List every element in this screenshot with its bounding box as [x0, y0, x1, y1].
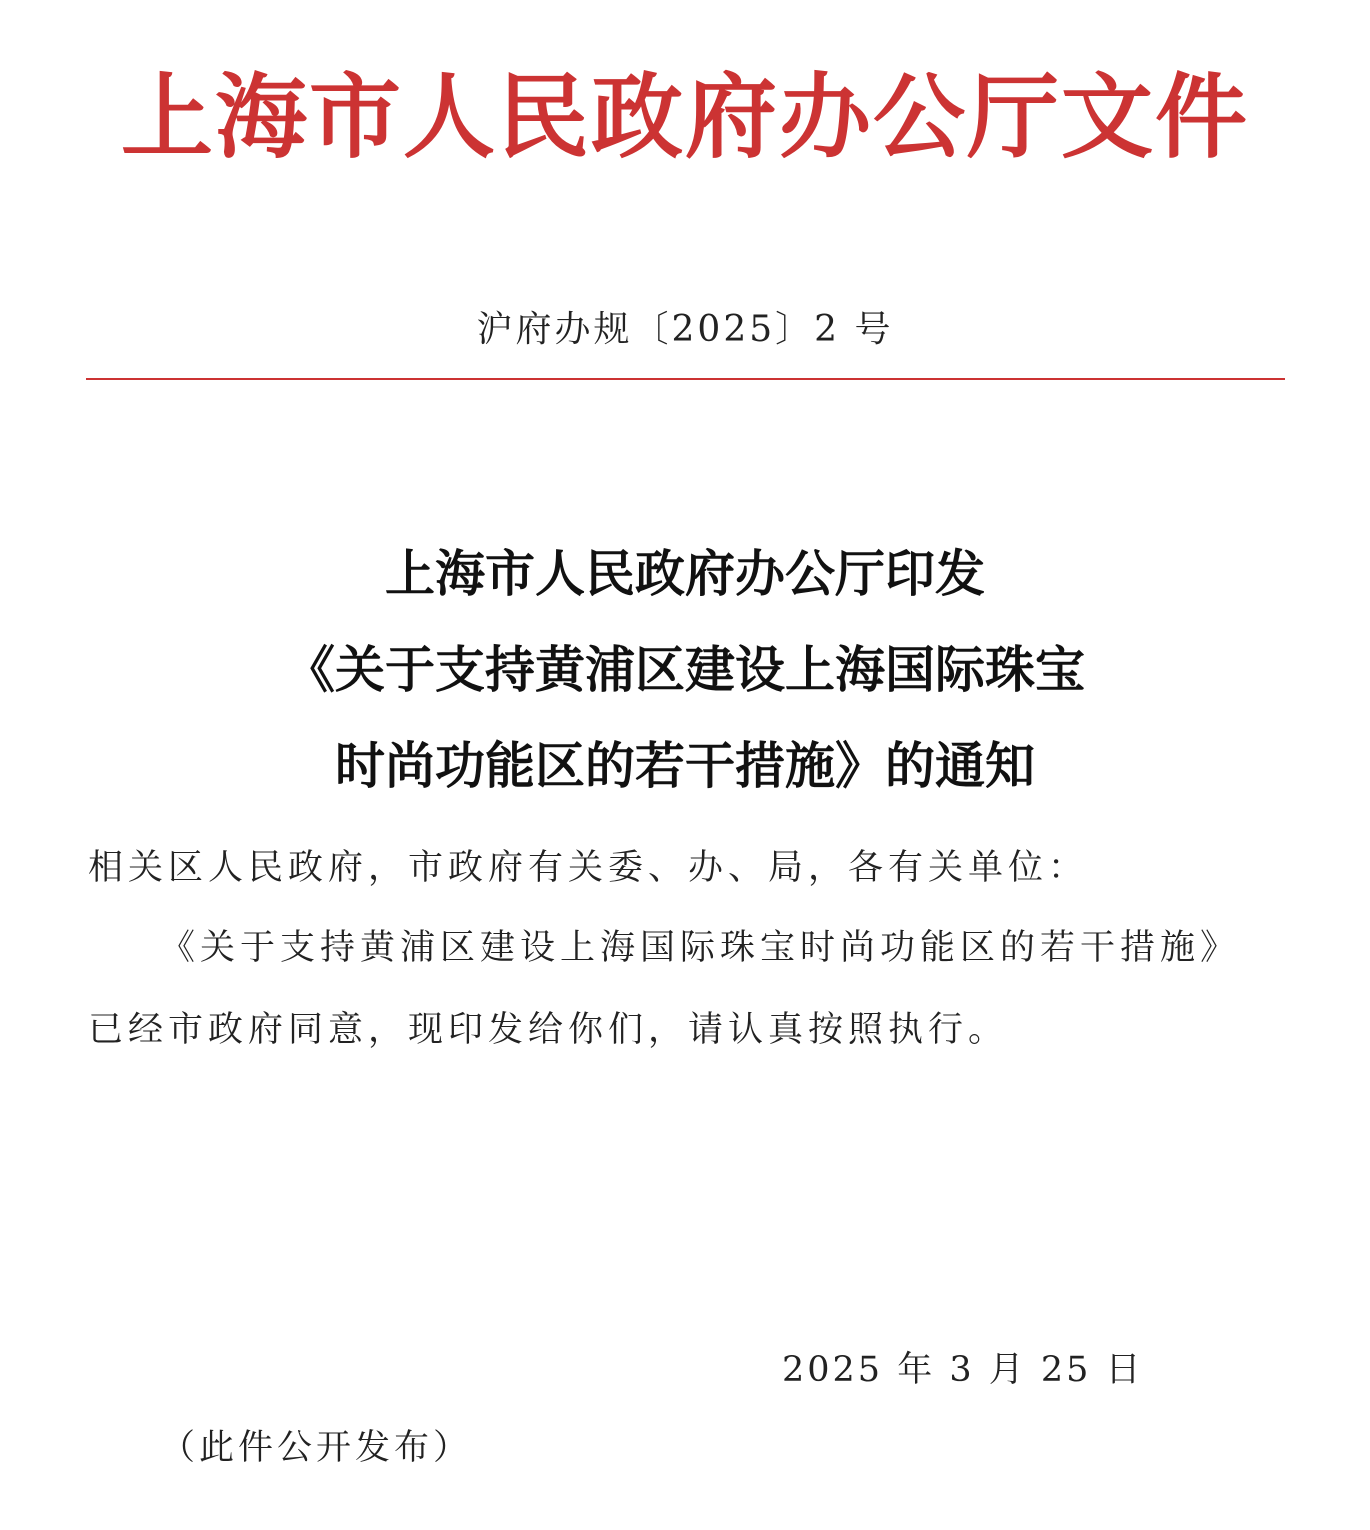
addressee-line: 相关区人民政府，市政府有关委、办、局，各有关单位：: [88, 848, 1089, 888]
title-line-1: 上海市人民政府办公厅印发: [385, 544, 985, 603]
disclosure-note: （此件公开发布）: [160, 1428, 473, 1468]
issue-date: 2025 年 3 月 25 日: [782, 1350, 1144, 1390]
document-masthead: 上海市人民政府办公厅文件: [120, 63, 1249, 171]
document-number: 沪府办规〔2025〕2 号: [476, 309, 894, 350]
red-divider-line: [86, 378, 1285, 380]
body-paragraph-line-1: 《关于支持黄浦区建设上海国际珠宝时尚功能区的若干措施》: [160, 928, 1241, 968]
title-line-3: 时尚功能区的若干措施》的通知: [335, 736, 1035, 795]
body-paragraph-line-2: 已经市政府同意，现印发给你们，请认真按照执行。: [88, 1010, 1009, 1050]
title-line-2: 《关于支持黄浦区建设上海国际珠宝: [285, 640, 1085, 699]
document-title: [0, 526, 1370, 814]
